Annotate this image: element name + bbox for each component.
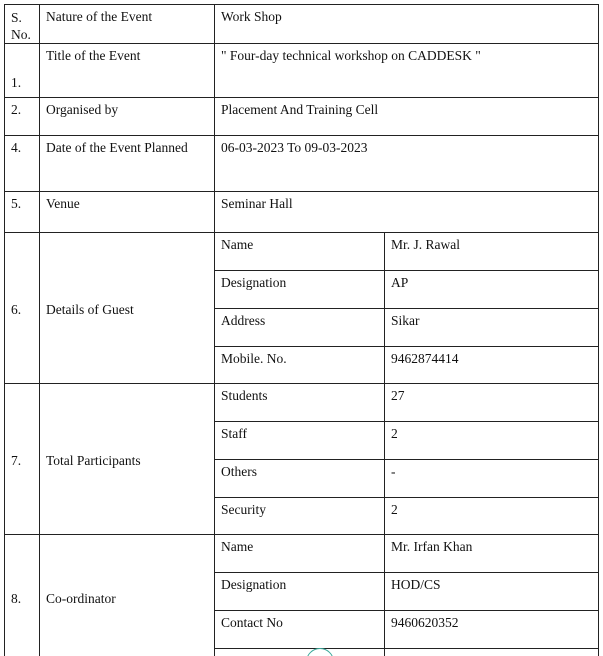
row-number: 6. bbox=[5, 233, 40, 384]
guest-field-value: 9462874414 bbox=[385, 347, 599, 384]
row-label: Total Participants bbox=[40, 384, 215, 535]
guest-field-value: Mr. J. Rawal bbox=[385, 233, 599, 271]
row-label: Co-ordinator bbox=[40, 535, 215, 656]
guest-field-label: Designation bbox=[215, 271, 385, 309]
empty-cell bbox=[385, 649, 599, 656]
row-label: Organised by bbox=[40, 98, 215, 136]
coordinator-field-value: 9460620352 bbox=[385, 611, 599, 649]
guest-field-value: Sikar bbox=[385, 309, 599, 347]
participant-category: Staff bbox=[215, 422, 385, 460]
participant-count: 27 bbox=[385, 384, 599, 422]
coordinator-field-label: Designation bbox=[215, 573, 385, 611]
table-row-coordinator bbox=[5, 535, 599, 573]
header-sno: S. No. bbox=[5, 5, 40, 44]
empty-cell bbox=[215, 649, 385, 656]
participant-category: Others bbox=[215, 460, 385, 498]
table-row-date bbox=[5, 136, 599, 192]
table-row-guest bbox=[5, 233, 599, 271]
row-number: 5. bbox=[5, 192, 40, 233]
guest-field-label: Mobile. No. bbox=[215, 347, 385, 384]
row-label: Venue bbox=[40, 192, 215, 233]
organiser-value: Placement And Training Cell bbox=[215, 98, 599, 136]
row-label: Title of the Event bbox=[40, 44, 215, 98]
event-title-value: " Four-day technical workshop on CADDESK " bbox=[215, 44, 599, 98]
table-row-organised bbox=[5, 98, 599, 136]
date-value: 06-03-2023 To 09-03-2023 bbox=[215, 136, 599, 192]
participant-count: 2 bbox=[385, 498, 599, 535]
row-number: 8. bbox=[5, 535, 40, 656]
coordinator-field-label: Name bbox=[215, 535, 385, 573]
table-row-participants bbox=[5, 384, 599, 422]
row-number: 1. bbox=[5, 44, 40, 98]
row-label: Date of the Event Planned bbox=[40, 136, 215, 192]
participant-category: Students bbox=[215, 384, 385, 422]
table-header-row bbox=[5, 5, 599, 44]
participant-count: 2 bbox=[385, 422, 599, 460]
header-event-type: Work Shop bbox=[215, 5, 599, 44]
row-label: Details of Guest bbox=[40, 233, 215, 384]
venue-value: Seminar Hall bbox=[215, 192, 599, 233]
header-nature: Nature of the Event bbox=[40, 5, 215, 44]
participant-count: - bbox=[385, 460, 599, 498]
coordinator-field-value: Mr. Irfan Khan bbox=[385, 535, 599, 573]
event-report-table bbox=[4, 4, 599, 656]
row-number: 4. bbox=[5, 136, 40, 192]
guest-field-label: Name bbox=[215, 233, 385, 271]
coordinator-field-value: HOD/CS bbox=[385, 573, 599, 611]
participant-category: Security bbox=[215, 498, 385, 535]
guest-field-value: AP bbox=[385, 271, 599, 309]
row-number: 7. bbox=[5, 384, 40, 535]
coordinator-field-label: Contact No bbox=[215, 611, 385, 649]
guest-field-label: Address bbox=[215, 309, 385, 347]
table-row-venue bbox=[5, 192, 599, 233]
row-number: 2. bbox=[5, 98, 40, 136]
table-row-title bbox=[5, 44, 599, 98]
